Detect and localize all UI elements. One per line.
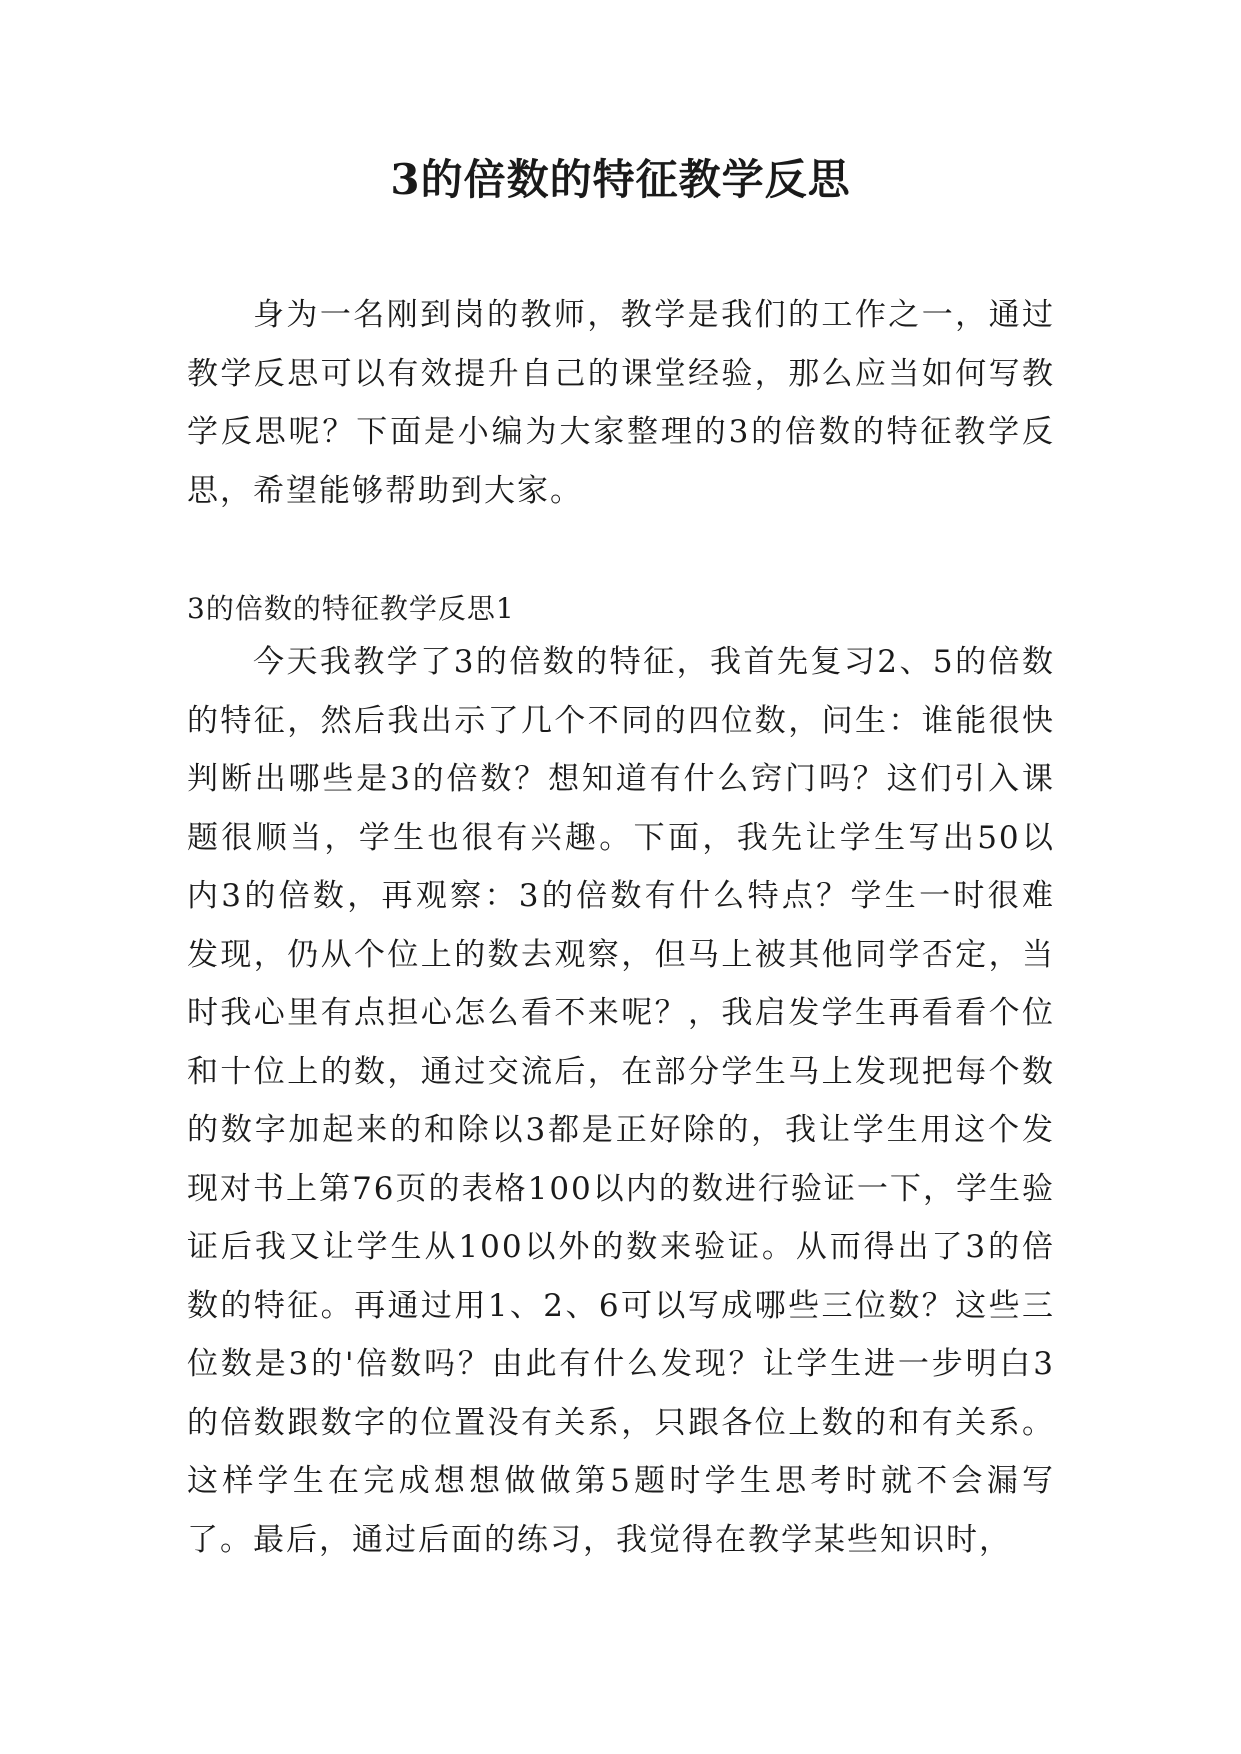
section-paragraph: 今天我教学了3的倍数的特征，我首先复习2、5的倍数的特征，然后我出示了几个不同的四位数，问生：谁能很快判断出哪些是3的倍数？想知道有什么窍门吗？这们引入课题很顺当，学生也很有兴趣。下面，我先让学生写出50以内3的倍数，再观察：3的倍数有什么特点？学生一时很难发现，仍从个位上的数去观察，但马上被其他同学否定，当时我心里有点担心怎么看不来呢？，我启发学生再看看个位和十位上的数，通过交流后，在部分学生马上发现把每个数的数字加起来的和除以3都是正好除的，我让学生用这个发现对书上第76页的表格100以内的数进行验证一下，学生验证后我又让学生从100以外的数来验证。从而得出了3的倍数的特征。再通过用1、2、6可以写成哪些三位数？这些三位数是3的'倍数吗？由此有什么发现？让学生进一步明白3的倍数跟数字的位置没有关系，只跟各位上数的和有关系。这样学生在完成想想做做第5题时学生思考时就不会漏写了。最后，通过后面的练习，我觉得在教学某些知识时， xyxy=(187,644,1055,1558)
section-heading: 3的倍数的特征教学反思1 xyxy=(187,592,515,625)
intro-paragraph: 身为一名刚到岗的教师，教学是我们的工作之一，通过教学反思可以有效提升自己的课堂经验，那么应当如何写教学反思呢？下面是小编为大家整理的3的倍数的特征教学反思，希望能够帮助到大家。 xyxy=(187,297,1055,509)
document-title: 3的倍数的特征教学反思 xyxy=(390,155,851,204)
